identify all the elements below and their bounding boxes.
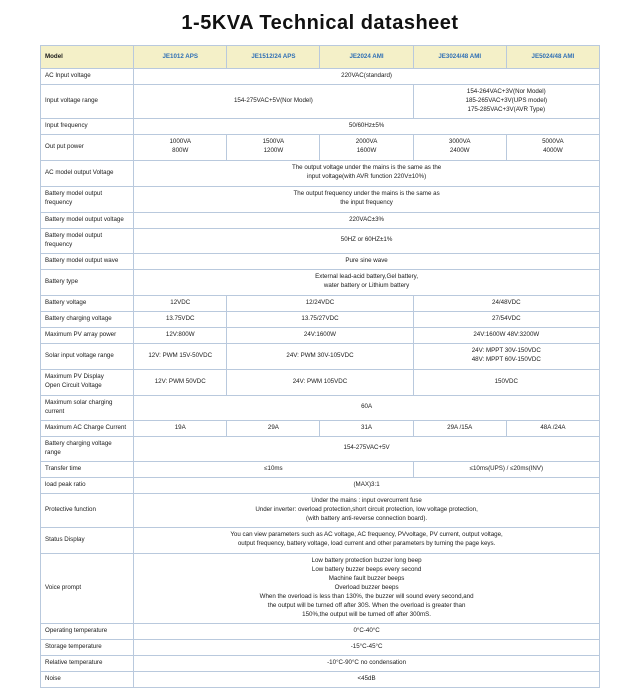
row-value: Low battery protection buzzer long beep Low battery buzzer beeps every second Machine fault buzzer beeps Overload buzzer beeps When the overload is less than 130%, the buzzer will sound every second,and the output will be turned off after 30S. When the overload is greater than 150%,the output will be turned off after 300mS. bbox=[134, 553, 600, 623]
table-row bbox=[41, 295, 600, 311]
table-row bbox=[41, 311, 600, 327]
table-row bbox=[41, 327, 600, 343]
row-label: AC model output Voltage bbox=[41, 160, 134, 186]
table-row bbox=[41, 436, 600, 461]
row-value: ≤10ms bbox=[134, 461, 413, 477]
row-value: 29A /15A bbox=[413, 420, 506, 436]
row-value: 13.75VDC bbox=[134, 311, 227, 327]
row-label: Battery model output wave bbox=[41, 253, 134, 269]
row-value: The output frequency under the mains is the same as the input frequency bbox=[134, 186, 600, 212]
row-label: Protective function bbox=[41, 493, 134, 527]
table-row bbox=[41, 671, 600, 687]
table-row bbox=[41, 343, 600, 369]
row-label: Relative temperature bbox=[41, 655, 134, 671]
row-label: Input voltage range bbox=[41, 84, 134, 118]
row-value: Pure sine wave bbox=[134, 253, 600, 269]
row-value: 48A /24A bbox=[506, 420, 599, 436]
table-row bbox=[41, 212, 600, 228]
row-value: 5000VA 4000W bbox=[506, 134, 599, 160]
table-row bbox=[41, 160, 600, 186]
row-value: You can view parameters such as AC voltage, AC frequency, PVvoltage, PV current, output voltage, output frequency, battery voltage, load current and other parameters by turning the page keys. bbox=[134, 527, 600, 553]
table-row bbox=[41, 118, 600, 134]
row-value: 12VDC bbox=[134, 295, 227, 311]
row-value: 1500VA 1200W bbox=[227, 134, 320, 160]
row-value: 24V:1600W bbox=[227, 327, 413, 343]
row-value: The output voltage under the mains is the same as the input voltage(with AVR function 220V±10%) bbox=[134, 160, 600, 186]
row-value: 220VAC±3% bbox=[134, 212, 600, 228]
page-title: 1-5KVA Technical datasheet bbox=[181, 12, 459, 34]
row-value: 2000VA 1600W bbox=[320, 134, 413, 160]
row-value: 19A bbox=[134, 420, 227, 436]
row-value: 12V: PWM 50VDC bbox=[134, 369, 227, 395]
row-value: 24/48VDC bbox=[413, 295, 599, 311]
header-model-5: JE5024/48 AMI bbox=[506, 46, 599, 69]
specifications-table bbox=[40, 45, 600, 688]
row-label: Solar input voltage range bbox=[41, 343, 134, 369]
header-model-3: JE2024 AMI bbox=[320, 46, 413, 69]
header-model-label: Model bbox=[41, 46, 134, 69]
row-value: 3000VA 2400W bbox=[413, 134, 506, 160]
row-value: 12V:800W bbox=[134, 327, 227, 343]
header-model-1: JE1012 APS bbox=[134, 46, 227, 69]
row-value: 60A bbox=[134, 395, 600, 420]
row-value: 27/54VDC bbox=[413, 311, 599, 327]
row-value: 29A bbox=[227, 420, 320, 436]
table-row bbox=[41, 655, 600, 671]
row-label: Battery voltage bbox=[41, 295, 134, 311]
table-row bbox=[41, 253, 600, 269]
row-label: Out put power bbox=[41, 134, 134, 160]
row-label: load peak ratio bbox=[41, 477, 134, 493]
table-row bbox=[41, 461, 600, 477]
row-value: 154-275VAC+5V bbox=[134, 436, 600, 461]
table-row bbox=[41, 623, 600, 639]
row-value: 0°C-40°C bbox=[134, 623, 600, 639]
row-label: Noise bbox=[41, 671, 134, 687]
header-model-4: JE3024/48 AMI bbox=[413, 46, 506, 69]
row-value: 154-275VAC+5V(Nor Model) bbox=[134, 84, 413, 118]
row-value: 13.75/27VDC bbox=[227, 311, 413, 327]
row-value: 12V: PWM 15V-50VDC bbox=[134, 343, 227, 369]
row-value: 24V:1600W 48V:3200W bbox=[413, 327, 599, 343]
row-label: AC Input voltage bbox=[41, 69, 134, 85]
table-row bbox=[41, 527, 600, 553]
row-label: Voice prompt bbox=[41, 553, 134, 623]
row-value: 150VDC bbox=[413, 369, 599, 395]
row-label: Battery model output voltage bbox=[41, 212, 134, 228]
table-row bbox=[41, 186, 600, 212]
table-row bbox=[41, 420, 600, 436]
row-value: 50HZ or 60HZ±1% bbox=[134, 228, 600, 253]
row-value: 50/60Hz±5% bbox=[134, 118, 600, 134]
row-label: Battery charging voltage range bbox=[41, 436, 134, 461]
table-row bbox=[41, 84, 600, 118]
row-value: External lead-acid battery,Gel battery, water battery or Lithium battery bbox=[134, 269, 600, 295]
row-label: Input frequency bbox=[41, 118, 134, 134]
row-label: Battery type bbox=[41, 269, 134, 295]
row-value: ≤10ms(UPS) / ≤20ms(INV) bbox=[413, 461, 599, 477]
row-value: Under the mains : input overcurrent fuse Under inverter: overload protection,short circuit protection, low voltage protection, (with battery anti-reverse connection board). bbox=[134, 493, 600, 527]
row-label: Storage temperature bbox=[41, 639, 134, 655]
row-label: Battery charging voltage bbox=[41, 311, 134, 327]
table-row bbox=[41, 269, 600, 295]
row-value: 220VAC(standard) bbox=[134, 69, 600, 85]
row-value: 24V: PWM 30V-105VDC bbox=[227, 343, 413, 369]
row-label: Maximum PV Display Open Circuit Voltage bbox=[41, 369, 134, 395]
table-row bbox=[41, 395, 600, 420]
row-value: 12/24VDC bbox=[227, 295, 413, 311]
table-row bbox=[41, 69, 600, 85]
row-label: Status Display bbox=[41, 527, 134, 553]
row-value: -15°C-45°C bbox=[134, 639, 600, 655]
row-value: <45dB bbox=[134, 671, 600, 687]
row-value: -10°C-90°C no condensation bbox=[134, 655, 600, 671]
table-row bbox=[41, 134, 600, 160]
header-model-2: JE1512/24 APS bbox=[227, 46, 320, 69]
row-label: Transfer time bbox=[41, 461, 134, 477]
row-label: Battery model output frequency bbox=[41, 228, 134, 253]
row-label: Maximum PV array power bbox=[41, 327, 134, 343]
table-row bbox=[41, 477, 600, 493]
row-value: 24V: MPPT 30V-150VDC 48V: MPPT 60V-150VDC bbox=[413, 343, 599, 369]
row-label: Battery model output frequency bbox=[41, 186, 134, 212]
table-row bbox=[41, 493, 600, 527]
table-body bbox=[41, 46, 600, 688]
row-value: 154-264VAC+3V(Nor Model) 185-265VAC+3V(UPS model) 175-285VAC+3V(AVR Type) bbox=[413, 84, 599, 118]
table-row bbox=[41, 228, 600, 253]
table-row bbox=[41, 639, 600, 655]
row-label: Maximum solar charging current bbox=[41, 395, 134, 420]
row-label: Maximum AC Charge Current bbox=[41, 420, 134, 436]
table-header-row bbox=[41, 46, 600, 69]
table-row bbox=[41, 553, 600, 623]
row-label: Operating temperature bbox=[41, 623, 134, 639]
row-value: 24V: PWM 105VDC bbox=[227, 369, 413, 395]
table-row bbox=[41, 369, 600, 395]
row-value: (MAX)3:1 bbox=[134, 477, 600, 493]
row-value: 1000VA 800W bbox=[134, 134, 227, 160]
row-value: 31A bbox=[320, 420, 413, 436]
